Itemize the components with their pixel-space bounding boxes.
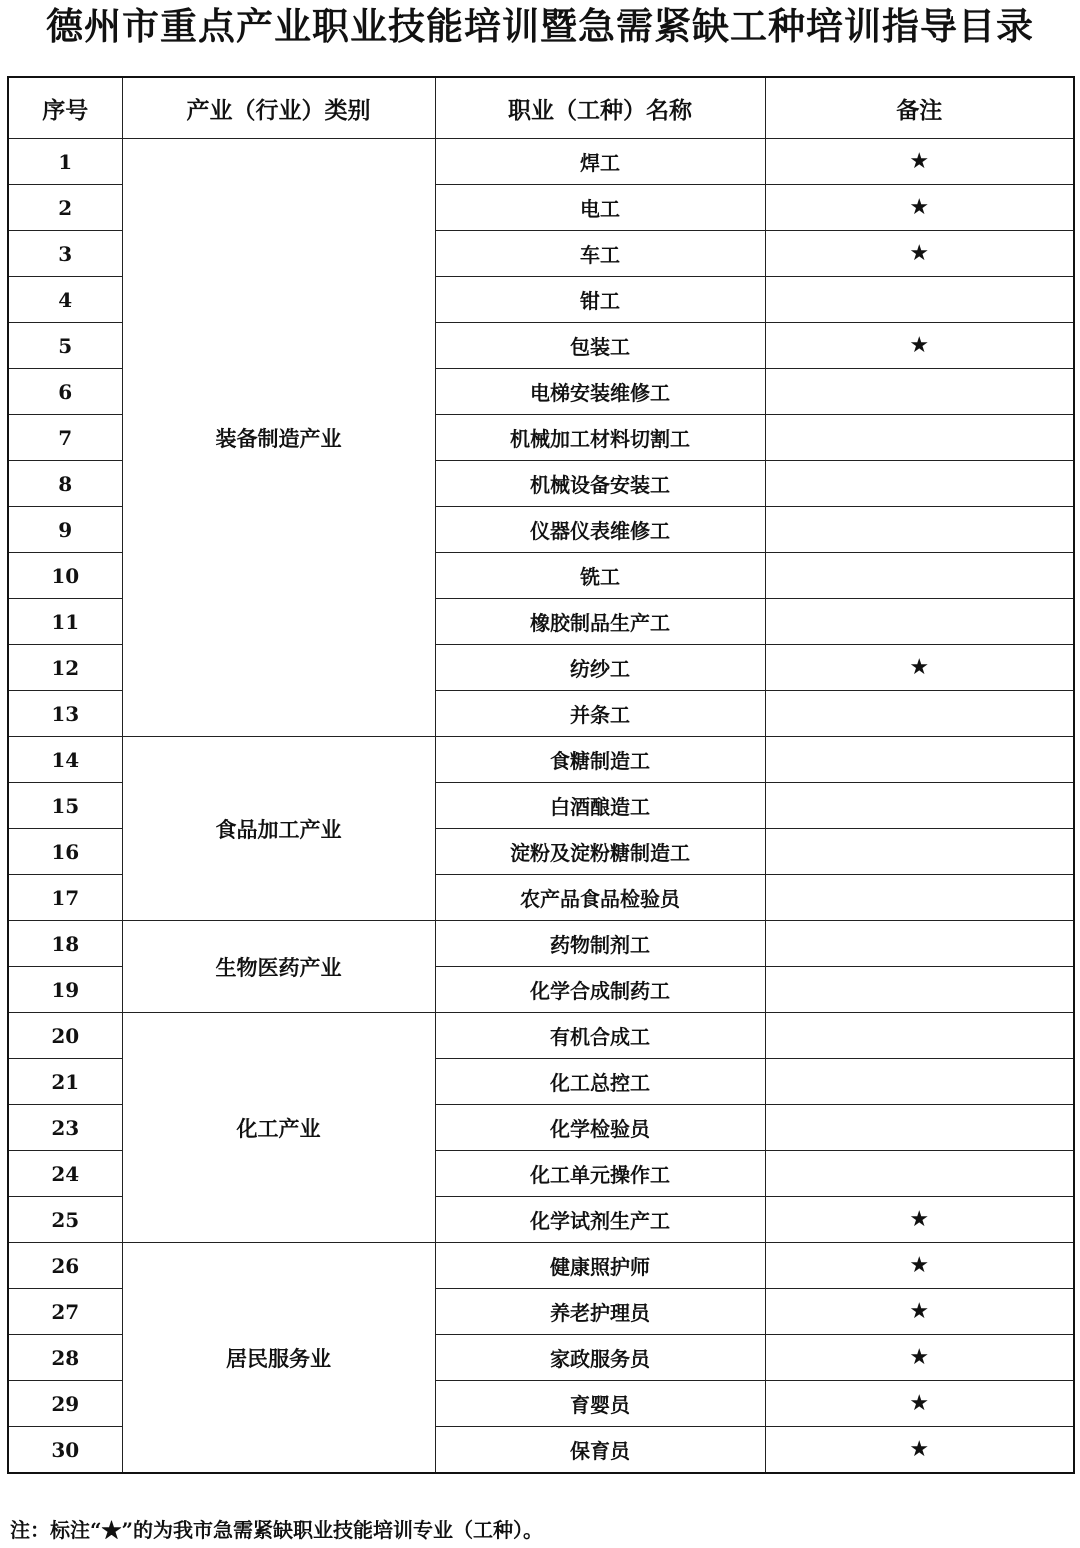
- star-icon: ★: [909, 195, 930, 220]
- remarks-cell: [765, 1243, 1074, 1289]
- remarks-cell: [765, 323, 1074, 369]
- page-title: 德州市重点产业职业技能培训暨急需紧缺工种培训指导目录: [46, 4, 1034, 48]
- occupation-name-cell: 并条工: [435, 691, 765, 737]
- star-icon: ★: [909, 1299, 930, 1324]
- header-remarks: 备注: [765, 77, 1074, 139]
- remarks-cell: [765, 1427, 1074, 1474]
- star-icon: ★: [909, 1391, 930, 1416]
- remarks-cell: [765, 829, 1074, 875]
- serial-number-cell: 12: [8, 645, 122, 691]
- star-icon: ★: [909, 149, 930, 174]
- remarks-cell: [765, 645, 1074, 691]
- serial-number-cell: 25: [8, 1197, 122, 1243]
- remarks-cell: [765, 415, 1074, 461]
- occupation-name-cell: 橡胶制品生产工: [435, 599, 765, 645]
- remarks-cell: [765, 691, 1074, 737]
- serial-number-cell: 20: [8, 1013, 122, 1059]
- occupation-name-cell: 焊工: [435, 139, 765, 185]
- occupation-name-cell: 包装工: [435, 323, 765, 369]
- header-serial-number: 序号: [8, 77, 122, 139]
- serial-number-cell: 27: [8, 1289, 122, 1335]
- serial-number-cell: 19: [8, 967, 122, 1013]
- training-catalog-table: [7, 76, 1075, 1474]
- remarks-cell: [765, 231, 1074, 277]
- serial-number-cell: 3: [8, 231, 122, 277]
- remarks-cell: [765, 507, 1074, 553]
- industry-category-cell: 居民服务业: [122, 1243, 435, 1474]
- star-icon: ★: [909, 655, 930, 680]
- remarks-cell: [765, 139, 1074, 185]
- serial-number-cell: 23: [8, 1105, 122, 1151]
- occupation-name-cell: 食糖制造工: [435, 737, 765, 783]
- serial-number-cell: 1: [8, 139, 122, 185]
- serial-number-cell: 7: [8, 415, 122, 461]
- remarks-cell: [765, 1197, 1074, 1243]
- serial-number-cell: 21: [8, 1059, 122, 1105]
- serial-number-cell: 16: [8, 829, 122, 875]
- occupation-name-cell: 铣工: [435, 553, 765, 599]
- occupation-name-cell: 化工单元操作工: [435, 1151, 765, 1197]
- occupation-name-cell: 农产品食品检验员: [435, 875, 765, 921]
- table-row: [8, 1013, 1074, 1059]
- remarks-cell: [765, 1059, 1074, 1105]
- serial-number-cell: 18: [8, 921, 122, 967]
- serial-number-cell: 28: [8, 1335, 122, 1381]
- remarks-cell: [765, 461, 1074, 507]
- occupation-name-cell: 药物制剂工: [435, 921, 765, 967]
- serial-number-cell: 24: [8, 1151, 122, 1197]
- occupation-name-cell: 保育员: [435, 1427, 765, 1474]
- serial-number-cell: 17: [8, 875, 122, 921]
- remarks-cell: [765, 783, 1074, 829]
- remarks-cell: [765, 369, 1074, 415]
- occupation-name-cell: 有机合成工: [435, 1013, 765, 1059]
- star-icon: ★: [909, 1345, 930, 1370]
- remarks-cell: [765, 967, 1074, 1013]
- occupation-name-cell: 化学试剂生产工: [435, 1197, 765, 1243]
- star-icon: ★: [909, 333, 930, 358]
- remarks-cell: [765, 599, 1074, 645]
- star-icon: ★: [909, 241, 930, 266]
- table-row: [8, 737, 1074, 783]
- serial-number-cell: 15: [8, 783, 122, 829]
- serial-number-cell: 9: [8, 507, 122, 553]
- remarks-cell: [765, 1335, 1074, 1381]
- serial-number-cell: 2: [8, 185, 122, 231]
- occupation-name-cell: 白酒酿造工: [435, 783, 765, 829]
- remarks-cell: [765, 1013, 1074, 1059]
- occupation-name-cell: 电梯安装维修工: [435, 369, 765, 415]
- table-row: [8, 921, 1074, 967]
- occupation-name-cell: 机械设备安装工: [435, 461, 765, 507]
- serial-number-cell: 29: [8, 1381, 122, 1427]
- serial-number-cell: 10: [8, 553, 122, 599]
- remarks-cell: [765, 185, 1074, 231]
- serial-number-cell: 8: [8, 461, 122, 507]
- occupation-name-cell: 化工总控工: [435, 1059, 765, 1105]
- occupation-name-cell: 家政服务员: [435, 1335, 765, 1381]
- occupation-name-cell: 机械加工材料切割工: [435, 415, 765, 461]
- industry-category-cell: 食品加工产业: [122, 737, 435, 921]
- table-row: [8, 1243, 1074, 1289]
- remarks-cell: [765, 1105, 1074, 1151]
- header-industry-category: 产业（行业）类别: [122, 77, 435, 139]
- serial-number-cell: 5: [8, 323, 122, 369]
- serial-number-cell: 6: [8, 369, 122, 415]
- occupation-name-cell: 育婴员: [435, 1381, 765, 1427]
- remarks-cell: [765, 553, 1074, 599]
- table-body: [8, 139, 1074, 1474]
- remarks-cell: [765, 1151, 1074, 1197]
- industry-category-cell: 生物医药产业: [122, 921, 435, 1013]
- star-icon: ★: [909, 1253, 930, 1278]
- occupation-name-cell: 健康照护师: [435, 1243, 765, 1289]
- serial-number-cell: 11: [8, 599, 122, 645]
- industry-category-cell: 装备制造产业: [122, 139, 435, 737]
- remarks-cell: [765, 921, 1074, 967]
- remarks-cell: [765, 1289, 1074, 1335]
- occupation-name-cell: 电工: [435, 185, 765, 231]
- serial-number-cell: 4: [8, 277, 122, 323]
- table-row: [8, 139, 1074, 185]
- occupation-name-cell: 纺纱工: [435, 645, 765, 691]
- serial-number-cell: 30: [8, 1427, 122, 1474]
- remarks-cell: [765, 1381, 1074, 1427]
- star-icon: ★: [909, 1207, 930, 1232]
- footnote: 注：标注“★”的为我市急需紧缺职业技能培训专业（工种）。: [10, 1518, 544, 1542]
- occupation-name-cell: 钳工: [435, 277, 765, 323]
- remarks-cell: [765, 277, 1074, 323]
- occupation-name-cell: 化学检验员: [435, 1105, 765, 1151]
- occupation-name-cell: 仪器仪表维修工: [435, 507, 765, 553]
- serial-number-cell: 26: [8, 1243, 122, 1289]
- star-icon: ★: [909, 1437, 930, 1462]
- industry-category-cell: 化工产业: [122, 1013, 435, 1243]
- occupation-name-cell: 车工: [435, 231, 765, 277]
- serial-number-cell: 13: [8, 691, 122, 737]
- serial-number-cell: 14: [8, 737, 122, 783]
- header-occupation-name: 职业（工种）名称: [435, 77, 765, 139]
- occupation-name-cell: 淀粉及淀粉糖制造工: [435, 829, 765, 875]
- table-header-row: [8, 77, 1074, 139]
- remarks-cell: [765, 737, 1074, 783]
- occupation-name-cell: 养老护理员: [435, 1289, 765, 1335]
- occupation-name-cell: 化学合成制药工: [435, 967, 765, 1013]
- remarks-cell: [765, 875, 1074, 921]
